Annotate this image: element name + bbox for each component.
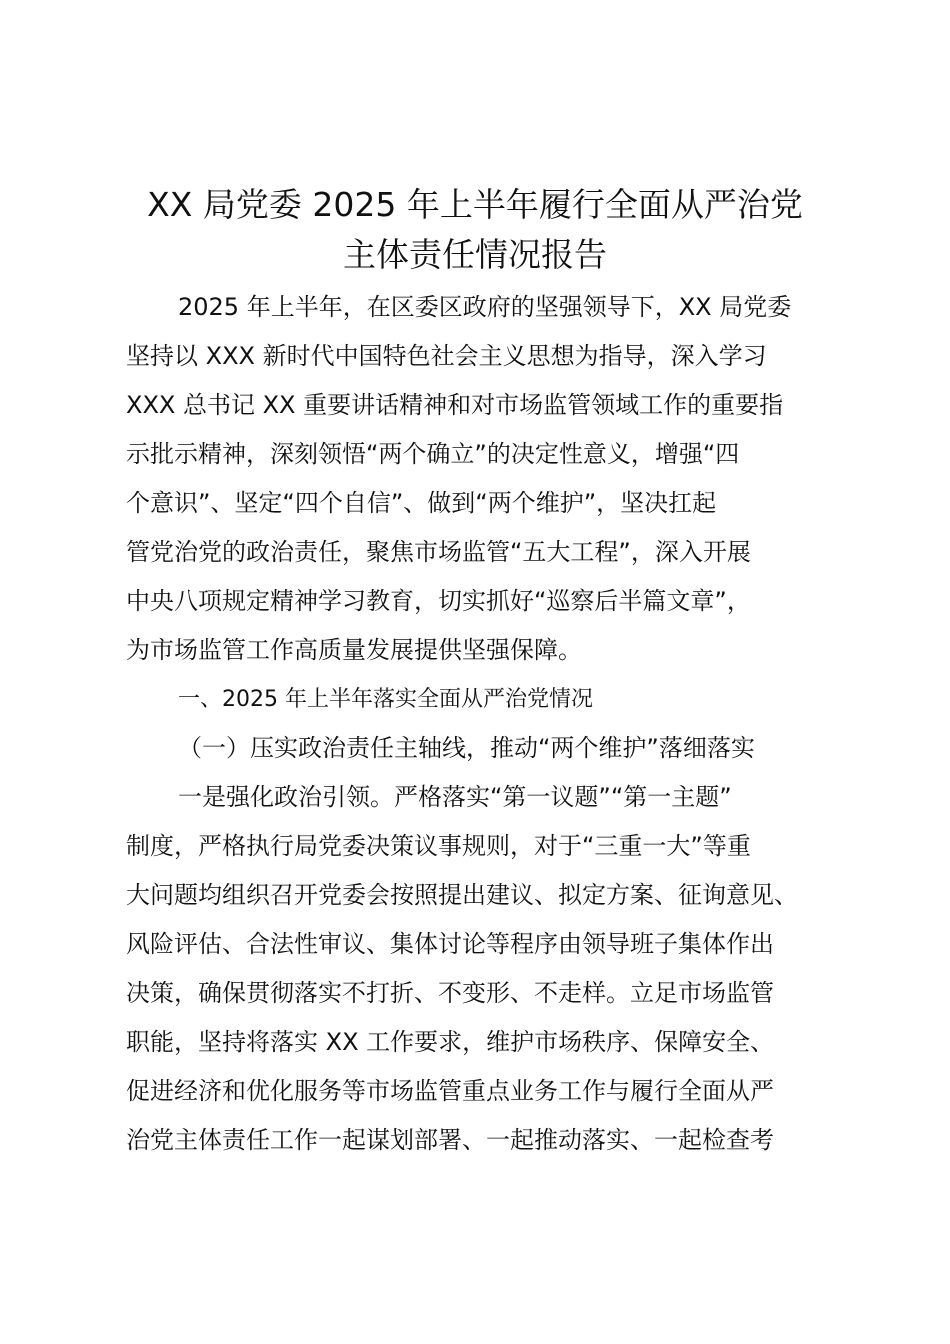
point-one-line-3: 大问题均组织召开党委会按照提出建议、拟定方案、征询意见、 — [126, 881, 798, 909]
point-one-line-4: 风险评估、合法性审议、集体讨论等程序由领导班子集体作出 — [126, 930, 774, 958]
intro-line-6: 管党治党的政治责任，聚焦市场监管“五大工程”，深入开展 — [126, 538, 751, 566]
point-one-line-5: 决策，确保贯彻落实不打折、不变形、不走样。立足市场监管 — [126, 979, 774, 1007]
title-line-1: XX 局党委 2025 年上半年履行全面从严治党 — [147, 185, 803, 224]
intro-line-5: 个意识”、坚定“四个自信”、做到“两个维护”，坚决扛起 — [126, 489, 717, 517]
document-body — [126, 283, 846, 1165]
point-one-line-2: 制度，严格执行局党委决策议事规则，对于“三重一大”等重 — [126, 832, 751, 860]
subsection-heading: （一）压实政治责任主轴线，推动“两个维护”落细落实 — [178, 734, 755, 762]
document-title — [110, 180, 840, 280]
intro-line-2: 坚持以 XXX 新时代中国特色社会主义思想为指导，深入学习 — [126, 342, 767, 370]
intro-line-7: 中央八项规定精神学习教育，切实抓好“巡察后半篇文章”， — [126, 587, 751, 615]
intro-line-3: XXX 总书记 XX 重要讲话精神和对市场监管领域工作的重要指 — [126, 391, 784, 419]
intro-line-1: 2025 年上半年，在区委区政府的坚强领导下，XX 局党委 — [178, 293, 792, 321]
point-one-line-8: 治党主体责任工作一起谋划部署、一起推动落实、一起检查考 — [126, 1126, 774, 1154]
intro-line-4: 示批示精神，深刻领悟“两个确立”的决定性意义，增强“四 — [126, 440, 740, 468]
title-line-2: 主体责任情况报告 — [343, 235, 607, 274]
point-one-line-1: 一是强化政治引领。严格落实“第一议题”“第一主题” — [178, 783, 732, 811]
intro-line-8: 为市场监管工作高质量发展提供坚强保障。 — [126, 636, 582, 664]
section-heading: 一、2025 年上半年落实全面从严治党情况 — [178, 687, 593, 712]
point-one-line-7: 促进经济和优化服务等市场监管重点业务工作与履行全面从严 — [126, 1077, 774, 1105]
point-one-line-6: 职能，坚持将落实 XX 工作要求，维护市场秩序、保障安全、 — [126, 1028, 775, 1056]
